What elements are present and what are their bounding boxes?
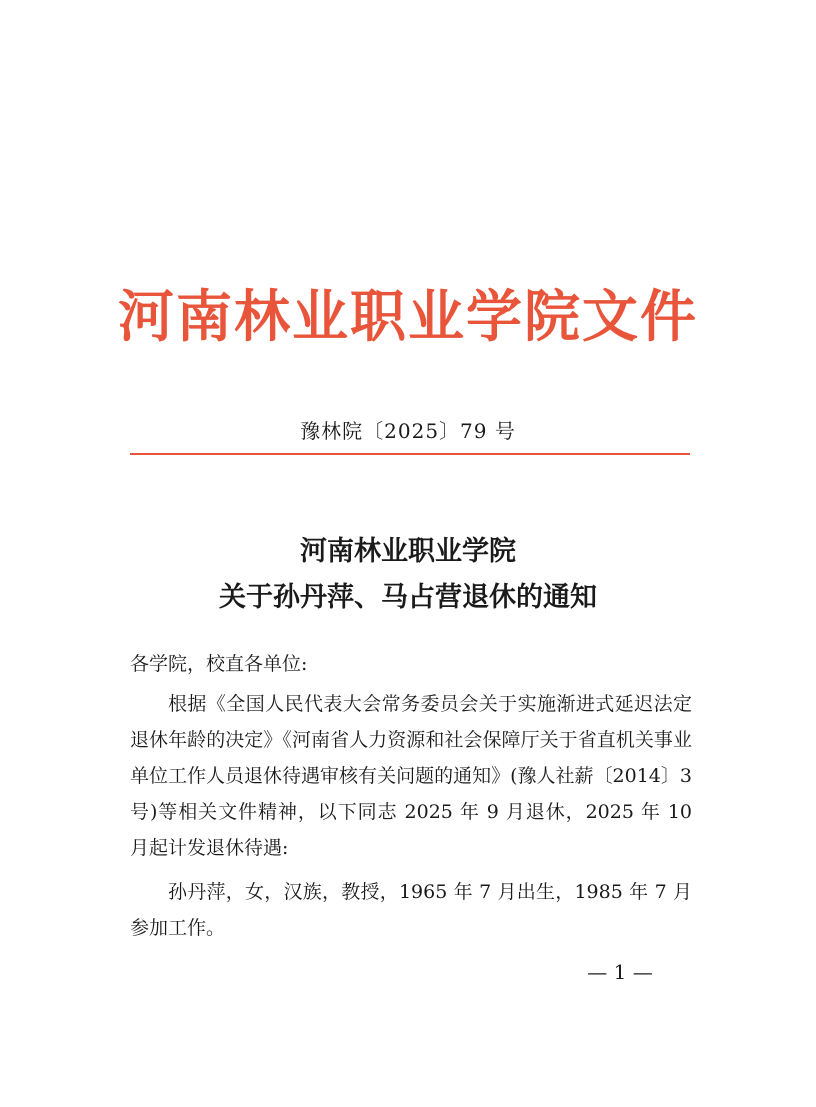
masthead-title: 河南林业职业学院文件 <box>118 284 698 350</box>
notice-title-line-1: 河南林业职业学院 <box>300 536 516 567</box>
body-paragraph-1: 根据《全国人民代表大会常务委员会关于实施渐进式延迟法定退休年龄的决定》《河南省人力资源和社会保障厅关于省直机关事业单位工作人员退休待遇审核有关问题的通知》(豫人社薪〔2014〕3 号)等相关文件精神，以下同志 2025 年 9 月退休，2025 年 10 月起计发退休待遇: <box>130 693 692 859</box>
notice-title-line-2: 关于孙丹萍、马占营退休的通知 <box>219 582 597 613</box>
red-divider-line <box>130 453 690 455</box>
document-number: 豫林院〔2025〕79 号 <box>300 419 516 443</box>
page-number: — 1 — <box>587 960 653 984</box>
salutation: 各学院，校直各单位: <box>130 653 308 675</box>
body-paragraph-2: 孙丹萍，女，汉族，教授，1965 年 7 月出生，1985 年 7 月参加工作。 <box>130 881 692 939</box>
